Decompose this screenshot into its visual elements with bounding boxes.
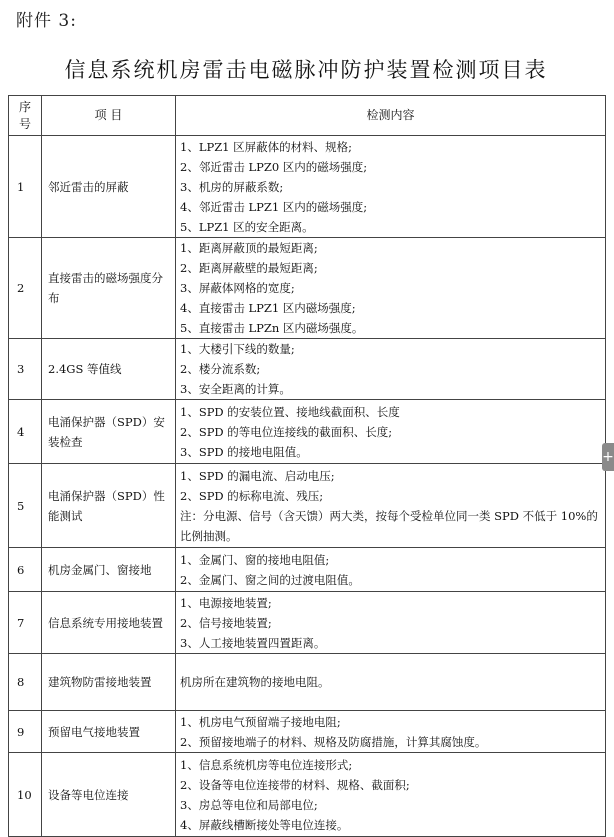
row-content bbox=[176, 548, 606, 592]
content-line: 1、SPD 的安装位置、接地线截面积、长度 bbox=[180, 404, 400, 419]
content-line: 3、SPD 的接地电阻值。 bbox=[180, 444, 308, 459]
inspection-table-container bbox=[8, 95, 605, 837]
content-note: 注：分电源、信号（含天馈）两大类，按每个受检单位同一类 SPD 不低于 10%的比例抽测。 bbox=[180, 508, 598, 543]
inspection-table bbox=[8, 95, 606, 837]
row-number: 7 bbox=[9, 592, 42, 654]
row-number: 4 bbox=[9, 400, 42, 464]
content-line: 1、大楼引下线的数量; bbox=[180, 342, 295, 356]
content-line: 1、机房电气预留端子接地电阻; bbox=[180, 714, 341, 729]
content-line: 2、SPD 的标称电流、残压; bbox=[180, 488, 324, 503]
content-line: 1、距离屏蔽顶的最短距离; bbox=[180, 241, 318, 255]
content-line: 2、邻近雷击 LPZ0 区内的磁场强度; bbox=[180, 159, 368, 174]
row-number: 6 bbox=[9, 548, 42, 592]
content-line: 2、距离屏蔽壁的最短距离; bbox=[180, 261, 318, 275]
row-number: 5 bbox=[9, 464, 42, 548]
content-line: 5、直接雷击 LPZn 区内磁场强度。 bbox=[180, 321, 364, 335]
table-row bbox=[9, 711, 606, 753]
row-item: 电涌保护器（SPD）安装检查 bbox=[42, 400, 176, 464]
content-line: 2、预留接地端子的材料、规格及防腐措施，计算其腐蚀度。 bbox=[180, 734, 487, 749]
content-line: 3、房总等电位和局部电位; bbox=[180, 797, 318, 812]
row-item: 信息系统专用接地装置 bbox=[42, 592, 176, 654]
row-item: 设备等电位连接 bbox=[42, 753, 176, 837]
expand-handle[interactable]: + bbox=[602, 443, 614, 471]
row-item: 邻近雷击的屏蔽 bbox=[42, 136, 176, 238]
table-row bbox=[9, 400, 606, 464]
table-row bbox=[9, 339, 606, 400]
content-line: 5、LPZ1 区的安全距离。 bbox=[180, 219, 314, 234]
page-title: 信息系统机房雷击电磁脉冲防护装置检测项目表 bbox=[64, 58, 548, 82]
row-content bbox=[176, 238, 606, 339]
content-line: 1、信息系统机房等电位连接形式; bbox=[180, 757, 353, 772]
content-line: 2、楼分流系数; bbox=[180, 362, 261, 376]
row-number: 8 bbox=[9, 654, 42, 711]
table-row bbox=[9, 238, 606, 339]
row-item: 直接雷击的磁场强度分布 bbox=[42, 238, 176, 339]
content-line: 4、屏蔽线槽断接处等电位连接。 bbox=[180, 817, 349, 832]
row-number: 1 bbox=[9, 136, 42, 238]
content-line: 1、LPZ1 区屏蔽体的材料、规格; bbox=[180, 139, 353, 154]
table-row bbox=[9, 753, 606, 837]
row-number: 9 bbox=[9, 711, 42, 753]
column-header-seq bbox=[9, 96, 42, 136]
column-header-item: 项 目 bbox=[42, 96, 176, 136]
row-item: 机房金属门、窗接地 bbox=[42, 548, 176, 592]
row-content bbox=[176, 339, 606, 400]
row-content bbox=[176, 136, 606, 238]
row-content bbox=[176, 464, 606, 548]
row-item: 电涌保护器（SPD）性能测试 bbox=[42, 464, 176, 548]
content-line: 2、金属门、窗之间的过渡电阻值。 bbox=[180, 572, 360, 587]
content-line: 1、SPD 的漏电流、启动电压; bbox=[180, 468, 335, 483]
table-row bbox=[9, 464, 606, 548]
table-row bbox=[9, 592, 606, 654]
content-line: 2、设备等电位连接带的材料、规格、截面积; bbox=[180, 777, 410, 792]
content-line: 3、屏蔽体网格的宽度; bbox=[180, 281, 295, 295]
content-line: 4、邻近雷击 LPZ1 区内的磁场强度; bbox=[180, 199, 368, 214]
content-line: 4、直接雷击 LPZ1 区内磁场强度; bbox=[180, 301, 356, 315]
content-line: 1、电源接地装置; bbox=[180, 595, 272, 610]
content-line: 2、SPD 的等电位连接线的截面积、长度; bbox=[180, 424, 393, 439]
table-row bbox=[9, 654, 606, 711]
row-content bbox=[176, 400, 606, 464]
content-line: 2、信号接地装置; bbox=[180, 615, 272, 630]
row-item: 2.4GS 等值线 bbox=[42, 339, 176, 400]
row-content bbox=[176, 753, 606, 837]
content-line: 3、人工接地装置四置距离。 bbox=[180, 635, 326, 650]
content-line: 机房所在建筑物的接地电阻。 bbox=[180, 675, 330, 689]
row-number: 10 bbox=[9, 753, 42, 837]
row-number: 2 bbox=[9, 238, 42, 339]
row-content bbox=[176, 711, 606, 753]
content-line: 3、安全距离的计算。 bbox=[180, 382, 291, 396]
content-line: 3、机房的屏蔽系数; bbox=[180, 179, 284, 194]
row-item: 建筑物防雷接地装置 bbox=[42, 654, 176, 711]
seq-header-line2: 号 bbox=[18, 116, 31, 131]
seq-header-line1: 序 bbox=[18, 99, 31, 114]
column-header-content: 检测内容 bbox=[176, 96, 606, 136]
attachment-label: 附件 3: bbox=[16, 11, 77, 31]
row-number: 3 bbox=[9, 339, 42, 400]
table-row bbox=[9, 548, 606, 592]
row-content bbox=[176, 592, 606, 654]
row-content bbox=[176, 654, 606, 711]
row-item: 预留电气接地装置 bbox=[42, 711, 176, 753]
content-line: 1、金属门、窗的接地电阻值; bbox=[180, 552, 330, 567]
table-header-row bbox=[9, 96, 606, 136]
table-row bbox=[9, 136, 606, 238]
